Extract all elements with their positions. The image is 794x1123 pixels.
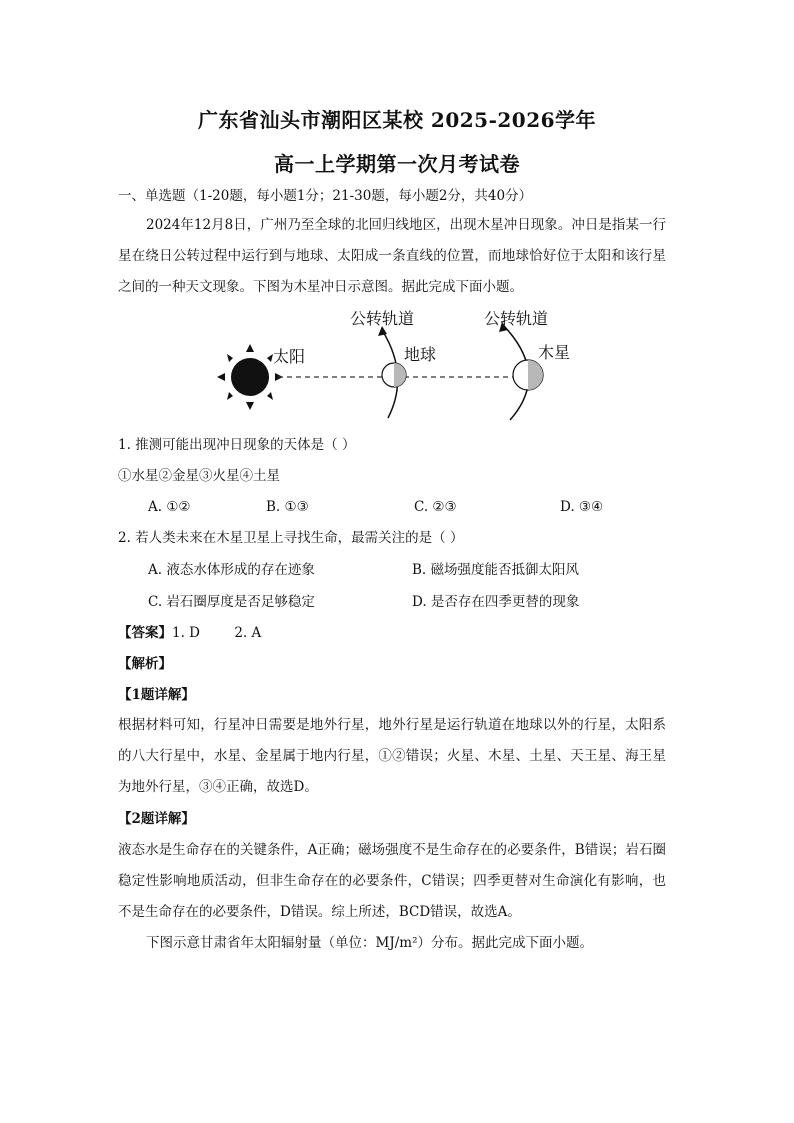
orbit-label-jupiter: 公转轨道 bbox=[484, 309, 549, 328]
jupiter-label: 木星 bbox=[538, 343, 570, 362]
jupiter-icon bbox=[513, 360, 543, 390]
question-1-option-b: B. ①③ bbox=[266, 499, 309, 515]
question-1-stem: 1. 推测可能出现冲日现象的天体是（ ） bbox=[118, 437, 356, 453]
question-2-option-c: C. 岩石圈厚度是否足够稳定 bbox=[148, 594, 315, 610]
analysis-q2-label: 【2题详解】 bbox=[118, 811, 195, 827]
question-2-stem: 2. 若人类未来在木星卫星上寻找生命，最需关注的是（ ） bbox=[118, 530, 464, 546]
question-2-option-d: D. 是否存在四季更替的现象 bbox=[412, 594, 580, 610]
answer-text: 1. D 2. A bbox=[172, 625, 262, 641]
question-1-option-d: D. ③④ bbox=[560, 499, 604, 515]
question-2-option-b: B. 磁场强度能否抵御太阳风 bbox=[412, 562, 580, 578]
sun-label: 太阳 bbox=[273, 347, 306, 366]
analysis-label: 【解析】 bbox=[118, 656, 172, 672]
analysis-q2-text: 液态水是生命存在的关键条件，A正确；磁场强度不是生命存在的必要条件，B错误；岩石圈稳定性影响地质活动，但非生命存在的必要条件，C错误；四季更替对生命演化有影响，也不是生命存在的必要条件，D错误。综上所述，BCD错误，故选A。 bbox=[118, 842, 666, 920]
analysis-q1-text: 根据材料可知，行星冲日需要是地外行星，地外行星是运行轨道在地球以外的行星，太阳系的八大行星中，水星、金星属于地内行星，①②错误；火星、木星、土星、天王星、海王星为地外行星，③④正确，故选D。 bbox=[118, 717, 666, 795]
page-title: 广东省汕头市潮阳区某校 2025-2026学年 bbox=[197, 108, 597, 132]
intro-paragraph: 2024年12月8日，广州乃至全球的北回归线地区，出现木星冲日现象。冲日是指某一行星在绕日公转过程中运行到与地球、太阳成一条直线的位置，而地球恰好位于太阳和该行星之间的一种天文现象。下图为木星冲日示意图。据此完成下面小题。 bbox=[118, 217, 666, 295]
question-2-option-a: A. 液态水体形成的存在迹象 bbox=[148, 562, 315, 578]
answer-label: 【答案】 bbox=[118, 625, 172, 641]
question-1-option-c: C. ②③ bbox=[414, 499, 457, 515]
question-1-option-a: A. ①② bbox=[148, 499, 191, 515]
jupiter-opposition-diagram bbox=[210, 300, 570, 425]
next-intro: 下图示意甘肃省年太阳辐射量（单位：MJ/m²）分布。据此完成下面小题。 bbox=[146, 935, 593, 951]
question-1-subtext: ①水星②金星③火星④土星 bbox=[118, 468, 280, 484]
earth-label: 地球 bbox=[404, 345, 437, 364]
page-subtitle: 高一上学期第一次月考试卷 bbox=[274, 152, 520, 176]
answer-line bbox=[118, 623, 261, 643]
analysis-q1-label: 【1题详解】 bbox=[118, 687, 195, 703]
earth-icon bbox=[382, 363, 406, 387]
section-heading: 一、单选题（1-20题，每小题1分；21-30题，每小题2分，共40分） bbox=[118, 188, 533, 204]
orbit-label-earth: 公转轨道 bbox=[350, 309, 415, 328]
